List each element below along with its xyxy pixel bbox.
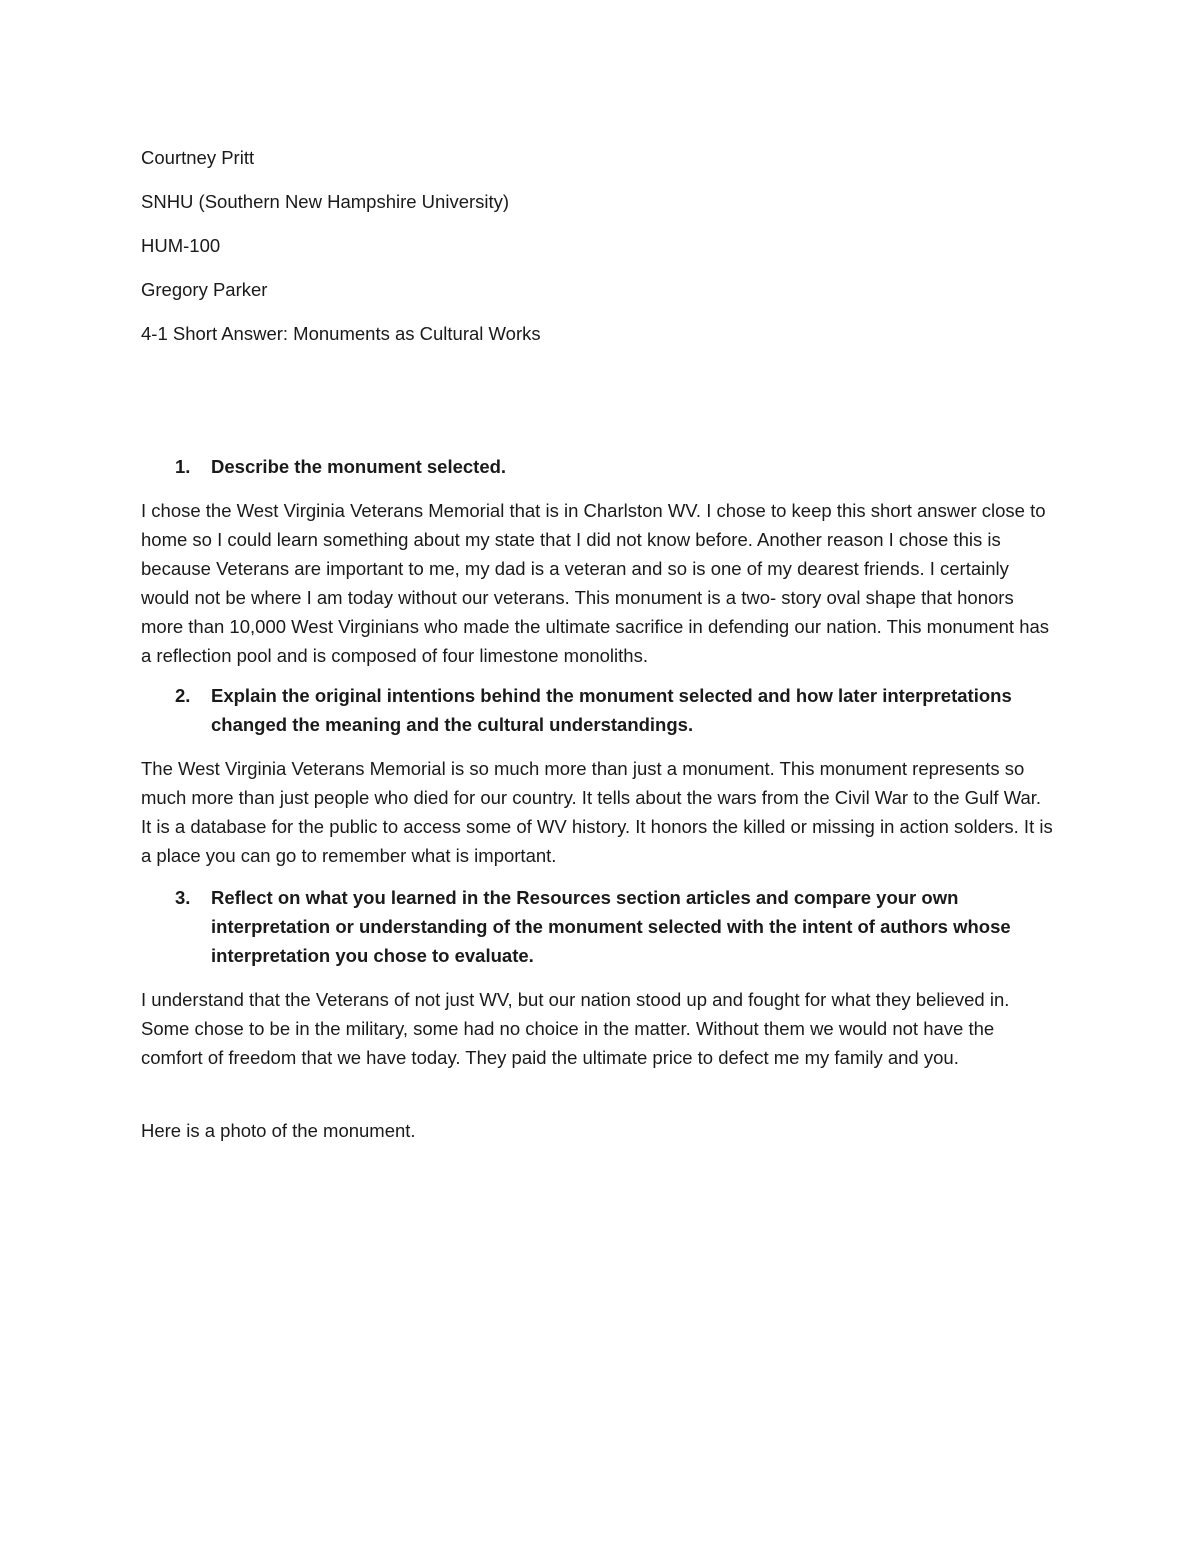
author-name: Courtney Pritt — [141, 147, 255, 168]
question-3-number: 3. — [175, 887, 191, 908]
question-1-prompt: Describe the monument selected. — [211, 456, 507, 477]
course-code: HUM-100 — [141, 235, 221, 256]
question-3-prompt: Reflect on what you learned in the Resources section articles and compare your own interpretation or understanding of the monument selected with the intent of authors whose interpretation you chose to evaluate. — [211, 887, 1011, 966]
assignment-title: 4-1 Short Answer: Monuments as Cultural Works — [141, 323, 541, 344]
question-1-number: 1. — [175, 456, 191, 477]
school-name: SNHU (Southern New Hampshire University) — [141, 191, 510, 212]
answer-1: I chose the West Virginia Veterans Memorial that is in Charlston WV. I chose to keep this short answer close to home so I could learn something about my state that I did not know before. Another reason I chose this is because Veterans are important to me, my dad is a veteran and so is one of my dearest friends. I certainly would not be where I am today without our veterans. This monument is a two- story oval shape that honors more than 10,000 West Virginians who made the ultimate sacrifice in defending our nation. This monument has a reflection pool and is composed of four limestone monoliths. — [141, 500, 1050, 666]
answer-3: I understand that the Veterans of not just WV, but our nation stood up and fought for what they believed in. Some chose to be in the military, some had no choice in the matter. Without them we would not have the comfort of freedom that we have today. They paid the ultimate price to defect me my family and you. — [141, 989, 1010, 1068]
answer-2: The West Virginia Veterans Memorial is so much more than just a monument. This monument represents so much more than just people who died for our country. It tells about the wars from the Civil War to the Gulf War. It is a database for the public to access some of WV history. It honors the killed or missing in action solders. It is a place you can go to remember what is important. — [141, 758, 1053, 866]
question-2-number: 2. — [175, 685, 191, 706]
closing-line: Here is a photo of the monument. — [141, 1120, 416, 1141]
instructor-name: Gregory Parker — [141, 279, 268, 300]
question-2-prompt: Explain the original intentions behind the monument selected and how later interpretations changed the meaning and the cultural understandings. — [211, 685, 1012, 735]
